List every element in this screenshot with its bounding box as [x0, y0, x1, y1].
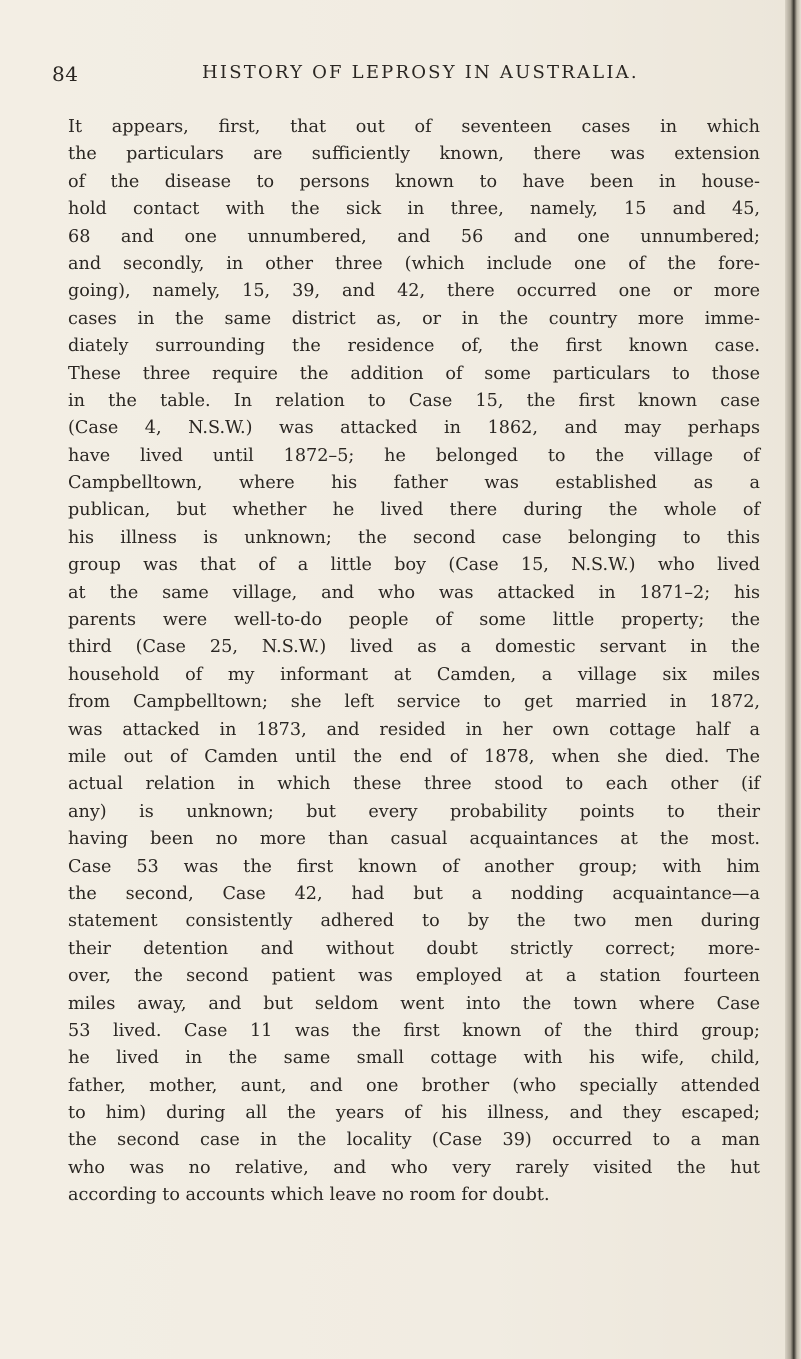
- page-binding-edge: [785, 0, 801, 1359]
- text-line: Case 53 was the first known of another group; with him: [68, 856, 760, 877]
- text-line: he lived in the same small cottage with his wife, child,: [68, 1048, 760, 1069]
- text-line: have lived until 1872–5; he belonged to the village of: [68, 445, 760, 466]
- text-line: publican, but whether he lived there during the whole of: [68, 500, 760, 521]
- text-line: Campbelltown, where his father was established as a: [68, 473, 760, 494]
- text-line: and secondly, in other three (which include one of the fore-: [68, 253, 760, 274]
- text-line: in the table. In relation to Case 15, the first known case: [68, 390, 760, 411]
- text-line: (Case 4, N.S.W.) was attacked in 1862, and may perhaps: [68, 418, 760, 439]
- text-line: diately surrounding the residence of, the first known case.: [68, 336, 760, 357]
- text-line: who was no relative, and who very rarely visited the hut: [68, 1157, 760, 1178]
- text-line: father, mother, aunt, and one brother (who specially attended: [68, 1075, 760, 1096]
- text-line: the particulars are sufficiently known, there was extension: [68, 144, 760, 165]
- text-line: having been no more than casual acquaintances at the most.: [68, 829, 760, 850]
- page-number: 84: [52, 62, 79, 86]
- text-line: actual relation in which these three stood to each other (if: [68, 774, 760, 795]
- text-line: the second, Case 42, had but a nodding acquaintance—a: [68, 883, 760, 904]
- text-line: 53 lived. Case 11 was the first known of the third group;: [68, 1020, 760, 1041]
- text-line: over, the second patient was employed at a station fourteen: [68, 966, 760, 987]
- text-line: 68 and one unnumbered, and 56 and one unnumbered;: [68, 226, 760, 247]
- text-line: going), namely, 15, 39, and 42, there occurred one or more: [68, 281, 760, 302]
- text-line: group was that of a little boy (Case 15, N.S.W.) who lived: [68, 555, 760, 576]
- text-line: hold contact with the sick in three, namely, 15 and 45,: [68, 199, 760, 220]
- text-line: parents were well-to-do people of some little property; the: [68, 610, 760, 631]
- text-line: of the disease to persons known to have been in house-: [68, 171, 760, 192]
- text-line: third (Case 25, N.S.W.) lived as a domestic servant in the: [68, 637, 760, 658]
- text-line: These three require the addition of some particulars to those: [68, 363, 760, 384]
- text-line: any) is unknown; but every probability points to their: [68, 801, 760, 822]
- text-line: from Campbelltown; she left service to get married in 1872,: [68, 692, 760, 713]
- text-line: according to accounts which leave no room for doubt.: [68, 1185, 550, 1206]
- running-header: [52, 62, 742, 92]
- text-line: to him) during all the years of his illness, and they escaped;: [68, 1103, 760, 1124]
- text-line: It appears, first, that out of seventeen cases in which: [68, 117, 760, 137]
- text-line: their detention and without doubt strictly correct; more-: [68, 938, 760, 959]
- text-line: statement consistently adhered to by the two men during: [68, 911, 760, 932]
- running-title: HISTORY OF LEPROSY IN AUSTRALIA.: [202, 62, 639, 83]
- text-line: cases in the same district as, or in the country more imme-: [68, 308, 760, 329]
- text-line: at the same village, and who was attacked in 1871–2; his: [68, 582, 760, 603]
- text-line: miles away, and but seldom went into the town where Case: [68, 993, 760, 1014]
- text-line: was attacked in 1873, and resided in her own cottage half a: [68, 719, 760, 740]
- text-line: mile out of Camden until the end of 1878, when she died. The: [68, 746, 760, 767]
- text-line: his illness is unknown; the second case belonging to this: [68, 527, 760, 548]
- text-line: household of my informant at Camden, a village six miles: [68, 664, 760, 685]
- text-line: the second case in the locality (Case 39) occurred to a man: [68, 1130, 760, 1151]
- body-paragraph: [68, 114, 760, 1210]
